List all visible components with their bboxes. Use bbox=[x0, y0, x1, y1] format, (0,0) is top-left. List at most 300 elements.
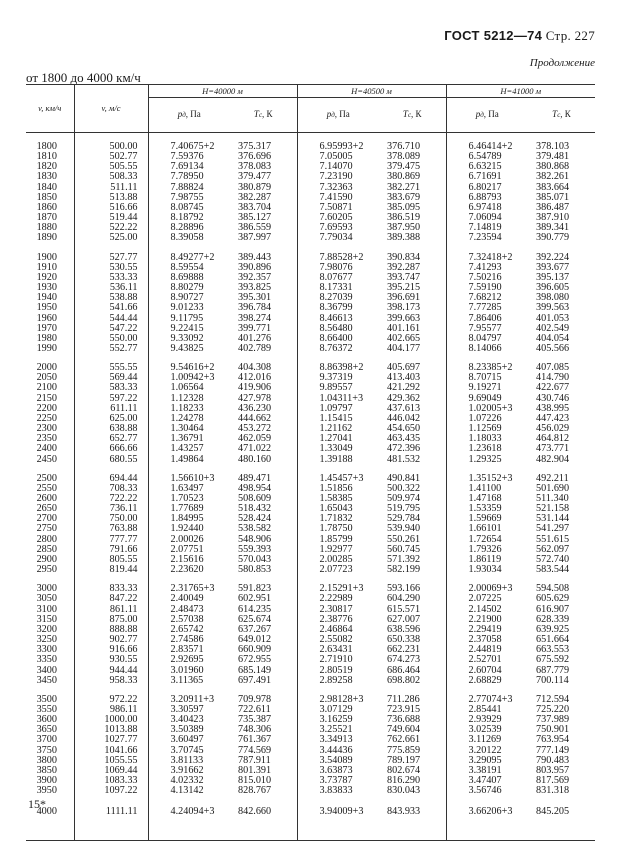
temperature-h2-cell: 762.661 bbox=[379, 735, 446, 745]
temperature-h2-cell: 698.802 bbox=[379, 676, 446, 686]
pressure-h1-cell: 8.90727 bbox=[170, 292, 204, 304]
temperature-h1-cell: 453.272 bbox=[230, 424, 297, 434]
speed-ms-cell: 533.33 bbox=[74, 273, 148, 283]
pressure-h1-cell: 2.31765+3 bbox=[170, 583, 215, 595]
speed-ms-cell: 569.44 bbox=[74, 373, 148, 383]
pressure-h1-cell: 8.28896 bbox=[170, 222, 204, 234]
pressure-h3-cell: 7.68212 bbox=[468, 292, 502, 304]
pressure-h3-cell: 1.59669 bbox=[468, 513, 502, 525]
pressure-h3-cell: 9.69049 bbox=[468, 392, 502, 404]
pressure-h2-cell: 8.07677 bbox=[319, 271, 353, 283]
temperature-h1-cell: 614.235 bbox=[230, 605, 297, 615]
temperature-h3-cell: 831.318 bbox=[536, 785, 570, 797]
temperature-h3-cell: 401.053 bbox=[536, 312, 570, 324]
pressure-h3-cell: 2.52701 bbox=[468, 654, 502, 666]
speed-kmh-cell: 3000 bbox=[26, 575, 74, 594]
temperature-h1-cell: 375.317 bbox=[230, 133, 297, 153]
pressure-h1-cell: 2.74586 bbox=[170, 634, 204, 646]
pressure-h2-cell: 2.63431 bbox=[319, 644, 353, 656]
speed-ms-cell: 944.44 bbox=[74, 666, 148, 676]
table-body bbox=[26, 133, 595, 841]
pressure-h3-cell: 7.95577 bbox=[468, 322, 502, 334]
pressure-h2-cell: 1.09797 bbox=[319, 402, 353, 414]
pressure-h3-cell: 7.41293 bbox=[468, 261, 502, 273]
speed-ms-cell: 1055.55 bbox=[74, 756, 148, 766]
pressure-h1-cell: 9.43825 bbox=[170, 342, 204, 354]
pressure-h1-cell: 3.30597 bbox=[170, 703, 204, 715]
pressure-h3-cell: 3.56746 bbox=[468, 785, 502, 797]
speed-kmh-cell: 2750 bbox=[26, 524, 74, 534]
temperature-h2-cell: 509.974 bbox=[379, 494, 446, 504]
speed-kmh-cell: 2850 bbox=[26, 545, 74, 555]
pressure-h1-cell: 3.40423 bbox=[170, 714, 204, 726]
speed-kmh-cell: 3850 bbox=[26, 766, 74, 776]
temperature-h2-cell: 383.679 bbox=[379, 193, 446, 203]
temperature-h2-cell: 402.665 bbox=[379, 334, 446, 344]
pressure-h2-cell: 2.30817 bbox=[319, 603, 353, 615]
temperature-h3-cell: 422.677 bbox=[536, 382, 570, 394]
speed-kmh-cell: 1940 bbox=[26, 293, 74, 303]
pressure-h2-cell: 9.89557 bbox=[319, 382, 353, 394]
pressure-h1-cell: 1.63497 bbox=[170, 482, 204, 494]
temperature-h3-cell: 473.771 bbox=[536, 443, 570, 455]
temperature-h1-cell: 580.853 bbox=[230, 565, 297, 575]
pressure-h1-cell: 8.69888 bbox=[170, 271, 204, 283]
speed-kmh-cell: 3100 bbox=[26, 605, 74, 615]
speed-kmh-cell: 2200 bbox=[26, 404, 74, 414]
temperature-h2-cell: 582.199 bbox=[379, 565, 446, 575]
speed-kmh-cell: 1850 bbox=[26, 193, 74, 203]
pressure-h2-cell: 1.92977 bbox=[319, 543, 353, 555]
speed-kmh-cell: 3400 bbox=[26, 666, 74, 676]
temperature-h3-cell: 404.054 bbox=[536, 332, 570, 344]
temperature-h3-cell: 803.957 bbox=[536, 764, 570, 776]
pressure-h2-cell: 2.71910 bbox=[319, 654, 353, 666]
temperature-h2-cell: 398.173 bbox=[379, 303, 446, 313]
speed-kmh-cell: 1860 bbox=[26, 203, 74, 213]
pressure-h1-cell: 9.01233 bbox=[170, 302, 204, 314]
temperature-h2-cell: 393.747 bbox=[379, 273, 446, 283]
pressure-h3-cell: 2.77074+3 bbox=[468, 693, 513, 705]
page-header bbox=[444, 28, 595, 44]
temperature-h3-cell: 551.615 bbox=[536, 533, 570, 545]
pressure-h2-cell: 3.63873 bbox=[319, 764, 353, 776]
table-row bbox=[26, 786, 595, 796]
pressure-h3-cell: 8.70715 bbox=[468, 372, 502, 384]
pressure-h1-cell: 1.49864 bbox=[170, 453, 204, 465]
speed-kmh-cell: 2550 bbox=[26, 484, 74, 494]
temperature-h2-cell: 396.691 bbox=[379, 293, 446, 303]
pressure-h3-cell: 2.44819 bbox=[468, 644, 502, 656]
pressure-h2-cell: 2.22989 bbox=[319, 593, 353, 605]
speed-kmh-cell: 2400 bbox=[26, 444, 74, 454]
temperature-h1-cell: 625.674 bbox=[230, 615, 297, 625]
pressure-h1-cell: 2.57038 bbox=[170, 613, 204, 625]
temperature-h1-cell: 444.662 bbox=[230, 414, 297, 424]
temperature-h2-cell: 529.784 bbox=[379, 514, 446, 524]
temperature-h2-cell: 627.007 bbox=[379, 615, 446, 625]
pressure-h1-cell: 1.12328 bbox=[170, 392, 204, 404]
pressure-h1-cell: 1.36791 bbox=[170, 433, 204, 445]
temperature-h1-cell: 436.230 bbox=[230, 404, 297, 414]
col-header-temperature-1: Tс, К bbox=[230, 98, 297, 133]
temperature-h1-cell: 801.391 bbox=[230, 766, 297, 776]
pressure-h3-cell: 6.71691 bbox=[468, 171, 502, 183]
col-header-pressure-1: pд, Па bbox=[148, 98, 230, 133]
pressure-h1-cell: 2.92695 bbox=[170, 654, 204, 666]
temperature-h3-cell: 385.071 bbox=[536, 191, 570, 203]
pressure-h2-cell: 1.71832 bbox=[319, 513, 353, 525]
speed-ms-cell: 519.44 bbox=[74, 213, 148, 223]
pressure-h3-cell: 7.23594 bbox=[468, 232, 502, 244]
pressure-h3-cell: 3.29095 bbox=[468, 754, 502, 766]
table-row bbox=[26, 796, 595, 840]
temperature-h2-cell: 662.231 bbox=[379, 645, 446, 655]
pressure-h2-cell: 8.46613 bbox=[319, 312, 353, 324]
pressure-h3-cell: 1.86119 bbox=[468, 553, 502, 565]
temperature-h1-cell: 498.954 bbox=[230, 484, 297, 494]
temperature-h2-cell: 401.161 bbox=[379, 324, 446, 334]
col-header-pressure-3: pд, Па bbox=[446, 98, 528, 133]
speed-ms-cell: 1069.44 bbox=[74, 766, 148, 776]
pressure-h1-cell: 8.08745 bbox=[170, 201, 204, 213]
temperature-h3-cell: 386.487 bbox=[536, 201, 570, 213]
speed-kmh-cell: 2000 bbox=[26, 354, 74, 373]
speed-range-caption: от 1800 до 4000 км/ч bbox=[26, 70, 141, 85]
speed-kmh-cell: 3450 bbox=[26, 676, 74, 686]
temperature-h2-cell: 392.287 bbox=[379, 263, 446, 273]
speed-kmh-cell: 3900 bbox=[26, 776, 74, 786]
temperature-h3-cell: 378.103 bbox=[536, 141, 570, 152]
temperature-h2-cell: 560.745 bbox=[379, 545, 446, 555]
pressure-h3-cell: 2.85441 bbox=[468, 703, 502, 715]
table-row bbox=[26, 455, 595, 465]
pressure-h2-cell: 3.94009+3 bbox=[297, 796, 379, 840]
pressure-h1-cell: 3.20911+3 bbox=[170, 693, 215, 705]
temperature-h1-cell: 828.767 bbox=[230, 786, 297, 796]
pressure-h1-cell: 3.11365 bbox=[170, 674, 204, 686]
pressure-h1-cell: 2.83571 bbox=[170, 644, 204, 656]
pressure-h1-cell: 1.84995 bbox=[170, 513, 204, 525]
pressure-h1-cell: 2.65742 bbox=[170, 623, 204, 635]
temperature-h1-cell: 385.127 bbox=[230, 213, 297, 223]
pressure-h2-cell: 8.66400 bbox=[319, 332, 353, 344]
pressure-h2-cell: 3.73787 bbox=[319, 775, 353, 787]
continued-label: Продолжение bbox=[529, 57, 595, 69]
temperature-h3-cell: 521.158 bbox=[536, 503, 570, 515]
speed-ms-cell: 522.22 bbox=[74, 223, 148, 233]
pressure-h2-cell: 8.86398+2 bbox=[319, 362, 364, 374]
table-row bbox=[26, 565, 595, 575]
pressure-h3-cell: 2.68829 bbox=[468, 674, 502, 686]
pressure-h2-cell: 8.17331 bbox=[319, 282, 353, 294]
col-header-v-kmh: v, км/ч bbox=[26, 85, 74, 133]
temperature-h1-cell: 735.387 bbox=[230, 715, 297, 725]
temperature-h2-cell: 405.697 bbox=[379, 354, 446, 373]
temperature-h2-cell: 843.933 bbox=[379, 796, 446, 840]
temperature-h1-cell: 393.825 bbox=[230, 283, 297, 293]
pressure-h3-cell: 3.66206+3 bbox=[446, 796, 528, 840]
temperature-h1-cell: 398.274 bbox=[230, 314, 297, 324]
table-row bbox=[26, 133, 595, 153]
pressure-h2-cell: 8.56480 bbox=[319, 322, 353, 334]
temperature-h1-cell: 508.609 bbox=[230, 494, 297, 504]
pressure-h2-cell: 7.50871 bbox=[319, 201, 353, 213]
temperature-h3-cell: 663.553 bbox=[536, 644, 570, 656]
pressure-h1-cell: 1.06564 bbox=[170, 382, 204, 394]
temperature-h2-cell: 674.273 bbox=[379, 655, 446, 665]
temperature-h2-cell: 481.532 bbox=[379, 455, 446, 465]
temperature-h1-cell: 489.471 bbox=[230, 465, 297, 484]
table-row bbox=[26, 303, 595, 313]
temperature-h3-cell: 482.904 bbox=[536, 453, 570, 465]
speed-kmh-cell: 1820 bbox=[26, 162, 74, 172]
standard-number: ГОСТ 5212—74 bbox=[444, 28, 543, 43]
temperature-h3-cell: 687.779 bbox=[536, 664, 570, 676]
pressure-h3-cell: 1.29325 bbox=[468, 453, 502, 465]
temperature-h3-cell: 438.995 bbox=[536, 402, 570, 414]
pressure-h2-cell: 7.79034 bbox=[319, 232, 353, 244]
temperature-h1-cell: 382.287 bbox=[230, 193, 297, 203]
speed-kmh-cell: 2900 bbox=[26, 555, 74, 565]
temperature-h3-cell: 398.080 bbox=[536, 292, 570, 304]
table-row bbox=[26, 344, 595, 354]
temperature-h3-cell: 845.205 bbox=[528, 796, 595, 840]
pressure-h2-cell: 3.34913 bbox=[319, 734, 353, 746]
speed-ms-cell: 791.66 bbox=[74, 545, 148, 555]
pressure-h3-cell: 6.46414+2 bbox=[468, 141, 513, 152]
pressure-h3-cell: 6.80217 bbox=[468, 181, 502, 193]
table-row bbox=[26, 444, 595, 454]
speed-kmh-cell: 3500 bbox=[26, 686, 74, 705]
speed-kmh-cell: 3650 bbox=[26, 725, 74, 735]
temperature-h1-cell: 748.306 bbox=[230, 725, 297, 735]
speed-kmh-cell: 3600 bbox=[26, 715, 74, 725]
temperature-h1-cell: 399.771 bbox=[230, 324, 297, 334]
temperature-h2-cell: 571.392 bbox=[379, 555, 446, 565]
speed-ms-cell: 680.55 bbox=[74, 455, 148, 465]
speed-kmh-cell: 3550 bbox=[26, 705, 74, 715]
temperature-h3-cell: 399.563 bbox=[536, 302, 570, 314]
pressure-h2-cell: 1.04311+3 bbox=[319, 392, 364, 404]
temperature-h1-cell: 697.491 bbox=[230, 676, 297, 686]
temperature-h3-cell: 402.549 bbox=[536, 322, 570, 334]
pressure-h3-cell: 1.35152+3 bbox=[468, 472, 513, 484]
temperature-h2-cell: 593.166 bbox=[379, 575, 446, 594]
temperature-h2-cell: 615.571 bbox=[379, 605, 446, 615]
temperature-h1-cell: 538.582 bbox=[230, 524, 297, 534]
pressure-h2-cell: 7.41590 bbox=[319, 191, 353, 203]
speed-kmh-cell: 2600 bbox=[26, 494, 74, 504]
temperature-h1-cell: 842.660 bbox=[230, 796, 297, 840]
temperature-h2-cell: 686.464 bbox=[379, 666, 446, 676]
pressure-h2-cell: 3.54089 bbox=[319, 754, 353, 766]
temperature-h3-cell: 405.566 bbox=[536, 342, 570, 354]
table-row bbox=[26, 676, 595, 686]
temperature-h1-cell: 672.955 bbox=[230, 655, 297, 665]
pressure-h1-cell: 7.88824 bbox=[170, 181, 204, 193]
pressure-h2-cell: 1.45457+3 bbox=[319, 472, 364, 484]
pressure-h2-cell: 1.78750 bbox=[319, 523, 353, 535]
pressure-h1-cell: 3.70745 bbox=[170, 744, 204, 756]
speed-kmh-cell: 3750 bbox=[26, 746, 74, 756]
table-row bbox=[26, 686, 595, 705]
speed-kmh-cell: 2700 bbox=[26, 514, 74, 524]
pressure-h2-cell: 3.07129 bbox=[319, 703, 353, 715]
table-row bbox=[26, 465, 595, 484]
speed-ms-cell: 1013.88 bbox=[74, 725, 148, 735]
temperature-h2-cell: 429.362 bbox=[379, 394, 446, 404]
pressure-h1-cell: 2.07751 bbox=[170, 543, 204, 555]
speed-kmh-cell: 1840 bbox=[26, 183, 74, 193]
pressure-h2-cell: 7.23190 bbox=[319, 171, 353, 183]
pressure-h3-cell: 7.50216 bbox=[468, 271, 502, 283]
speed-kmh-cell: 1920 bbox=[26, 273, 74, 283]
pressure-h1-cell: 8.39058 bbox=[170, 232, 204, 244]
speed-ms-cell: 500.00 bbox=[74, 133, 148, 153]
temperature-h3-cell: 501.690 bbox=[536, 482, 570, 494]
pressure-h3-cell: 6.97418 bbox=[468, 201, 502, 213]
pressure-h2-cell: 2.15291+3 bbox=[319, 583, 364, 595]
temperature-h1-cell: 419.906 bbox=[230, 383, 297, 393]
speed-ms-cell: 511.11 bbox=[74, 183, 148, 193]
speed-ms-cell: 875.00 bbox=[74, 615, 148, 625]
pressure-h3-cell: 3.02539 bbox=[468, 724, 502, 736]
table-row bbox=[26, 244, 595, 263]
speed-ms-cell: 861.11 bbox=[74, 605, 148, 615]
pressure-h3-cell: 2.29419 bbox=[468, 623, 502, 635]
pressure-h3-cell: 2.93929 bbox=[468, 714, 502, 726]
temperature-h1-cell: 570.043 bbox=[230, 555, 297, 565]
temperature-h2-cell: 638.596 bbox=[379, 625, 446, 635]
speed-ms-cell: 805.55 bbox=[74, 555, 148, 565]
temperature-h3-cell: 541.297 bbox=[536, 523, 570, 535]
temperature-h1-cell: 386.559 bbox=[230, 223, 297, 233]
speed-ms-cell: 1027.77 bbox=[74, 735, 148, 745]
speed-kmh-cell: 2100 bbox=[26, 383, 74, 393]
temperature-h3-cell: 790.483 bbox=[536, 754, 570, 766]
temperature-h2-cell: 463.435 bbox=[379, 434, 446, 444]
temperature-h3-cell: 583.544 bbox=[536, 564, 570, 576]
pressure-h1-cell: 1.56610+3 bbox=[170, 472, 215, 484]
pressure-h2-cell: 1.39188 bbox=[319, 453, 353, 465]
speed-kmh-cell: 2500 bbox=[26, 465, 74, 484]
pressure-h1-cell: 1.18233 bbox=[170, 402, 204, 414]
temperature-h1-cell: 528.424 bbox=[230, 514, 297, 524]
pressure-h2-cell: 2.38776 bbox=[319, 613, 353, 625]
temperature-h3-cell: 725.220 bbox=[536, 703, 570, 715]
temperature-h2-cell: 472.396 bbox=[379, 444, 446, 454]
speed-ms-cell: 583.33 bbox=[74, 383, 148, 393]
temperature-h1-cell: 815.010 bbox=[230, 776, 297, 786]
temperature-h3-cell: 675.592 bbox=[536, 654, 570, 666]
temperature-h3-cell: 380.868 bbox=[536, 161, 570, 173]
signature-mark: 15* bbox=[28, 797, 46, 811]
pressure-h3-cell: 3.20122 bbox=[468, 744, 502, 756]
speed-kmh-cell: 4000 bbox=[26, 796, 74, 840]
speed-ms-cell: 1097.22 bbox=[74, 786, 148, 796]
temperature-h2-cell: 749.604 bbox=[379, 725, 446, 735]
temperature-h2-cell: 395.215 bbox=[379, 283, 446, 293]
speed-kmh-cell: 2150 bbox=[26, 394, 74, 404]
temperature-h2-cell: 711.286 bbox=[379, 686, 446, 705]
pressure-h3-cell: 1.53359 bbox=[468, 503, 502, 515]
pressure-h3-cell: 7.59190 bbox=[468, 282, 502, 294]
temperature-h2-cell: 446.042 bbox=[379, 414, 446, 424]
temperature-h2-cell: 490.841 bbox=[379, 465, 446, 484]
temperature-h3-cell: 763.954 bbox=[536, 734, 570, 746]
speed-ms-cell: 666.66 bbox=[74, 444, 148, 454]
pressure-h2-cell: 1.15415 bbox=[319, 412, 353, 424]
pressure-h1-cell: 3.01960 bbox=[170, 664, 204, 676]
page-number: Стр. 227 bbox=[545, 28, 595, 43]
temperature-h2-cell: 789.197 bbox=[379, 756, 446, 766]
pressure-h3-cell: 1.02005+3 bbox=[468, 402, 513, 414]
speed-ms-cell: 555.55 bbox=[74, 354, 148, 373]
temperature-h1-cell: 380.879 bbox=[230, 183, 297, 193]
temperature-h3-cell: 531.144 bbox=[536, 513, 570, 525]
pressure-h3-cell: 2.21900 bbox=[468, 613, 502, 625]
temperature-h2-cell: 379.475 bbox=[379, 162, 446, 172]
speed-ms-cell: 505.55 bbox=[74, 162, 148, 172]
speed-kmh-cell: 1880 bbox=[26, 223, 74, 233]
pressure-h2-cell: 8.76372 bbox=[319, 342, 353, 354]
temperature-h3-cell: 594.508 bbox=[536, 583, 570, 595]
pressure-h3-cell: 7.77285 bbox=[468, 302, 502, 314]
pressure-h1-cell: 1.92440 bbox=[170, 523, 204, 535]
temperature-h1-cell: 559.393 bbox=[230, 545, 297, 555]
speed-ms-cell: 777.77 bbox=[74, 535, 148, 545]
pressure-h3-cell: 7.32418+2 bbox=[468, 251, 513, 263]
pressure-h2-cell: 7.32363 bbox=[319, 181, 353, 193]
temperature-h3-cell: 639.925 bbox=[536, 623, 570, 635]
speed-kmh-cell: 3800 bbox=[26, 756, 74, 766]
temperature-h3-cell: 651.664 bbox=[536, 634, 570, 646]
pressure-h2-cell: 8.36799 bbox=[319, 302, 353, 314]
speed-kmh-cell: 2250 bbox=[26, 414, 74, 424]
speed-kmh-cell: 3350 bbox=[26, 655, 74, 665]
pressure-h3-cell: 2.37058 bbox=[468, 634, 502, 646]
pressure-h2-cell: 1.33049 bbox=[319, 443, 353, 455]
speed-kmh-cell: 2950 bbox=[26, 565, 74, 575]
temperature-h3-cell: 392.224 bbox=[536, 251, 570, 263]
pressure-h1-cell: 8.18792 bbox=[170, 212, 204, 224]
pressure-h1-cell: 8.80279 bbox=[170, 282, 204, 294]
pressure-h1-cell: 9.22415 bbox=[170, 322, 204, 334]
temperature-h1-cell: 548.906 bbox=[230, 535, 297, 545]
pressure-h3-cell: 6.54789 bbox=[468, 151, 502, 163]
temperature-h1-cell: 480.160 bbox=[230, 455, 297, 465]
speed-ms-cell: 1000.00 bbox=[74, 715, 148, 725]
pressure-h1-cell: 1.77689 bbox=[170, 503, 204, 515]
temperature-h2-cell: 736.688 bbox=[379, 715, 446, 725]
temperature-h2-cell: 380.869 bbox=[379, 172, 446, 182]
pressure-h1-cell: 4.13142 bbox=[170, 785, 204, 797]
atmosphere-table-wrapper bbox=[26, 84, 595, 841]
table-row bbox=[26, 575, 595, 594]
temperature-h3-cell: 628.339 bbox=[536, 613, 570, 625]
pressure-h2-cell: 3.44436 bbox=[319, 744, 353, 756]
temperature-h1-cell: 401.276 bbox=[230, 334, 297, 344]
pressure-h3-cell: 1.93034 bbox=[468, 564, 502, 576]
speed-ms-cell: 708.33 bbox=[74, 484, 148, 494]
pressure-h2-cell: 1.58385 bbox=[319, 493, 353, 504]
speed-ms-cell: 552.77 bbox=[74, 344, 148, 354]
temperature-h3-cell: 383.664 bbox=[536, 181, 570, 193]
temperature-h1-cell: 685.149 bbox=[230, 666, 297, 676]
speed-ms-cell: 516.66 bbox=[74, 203, 148, 213]
speed-kmh-cell: 1970 bbox=[26, 324, 74, 334]
